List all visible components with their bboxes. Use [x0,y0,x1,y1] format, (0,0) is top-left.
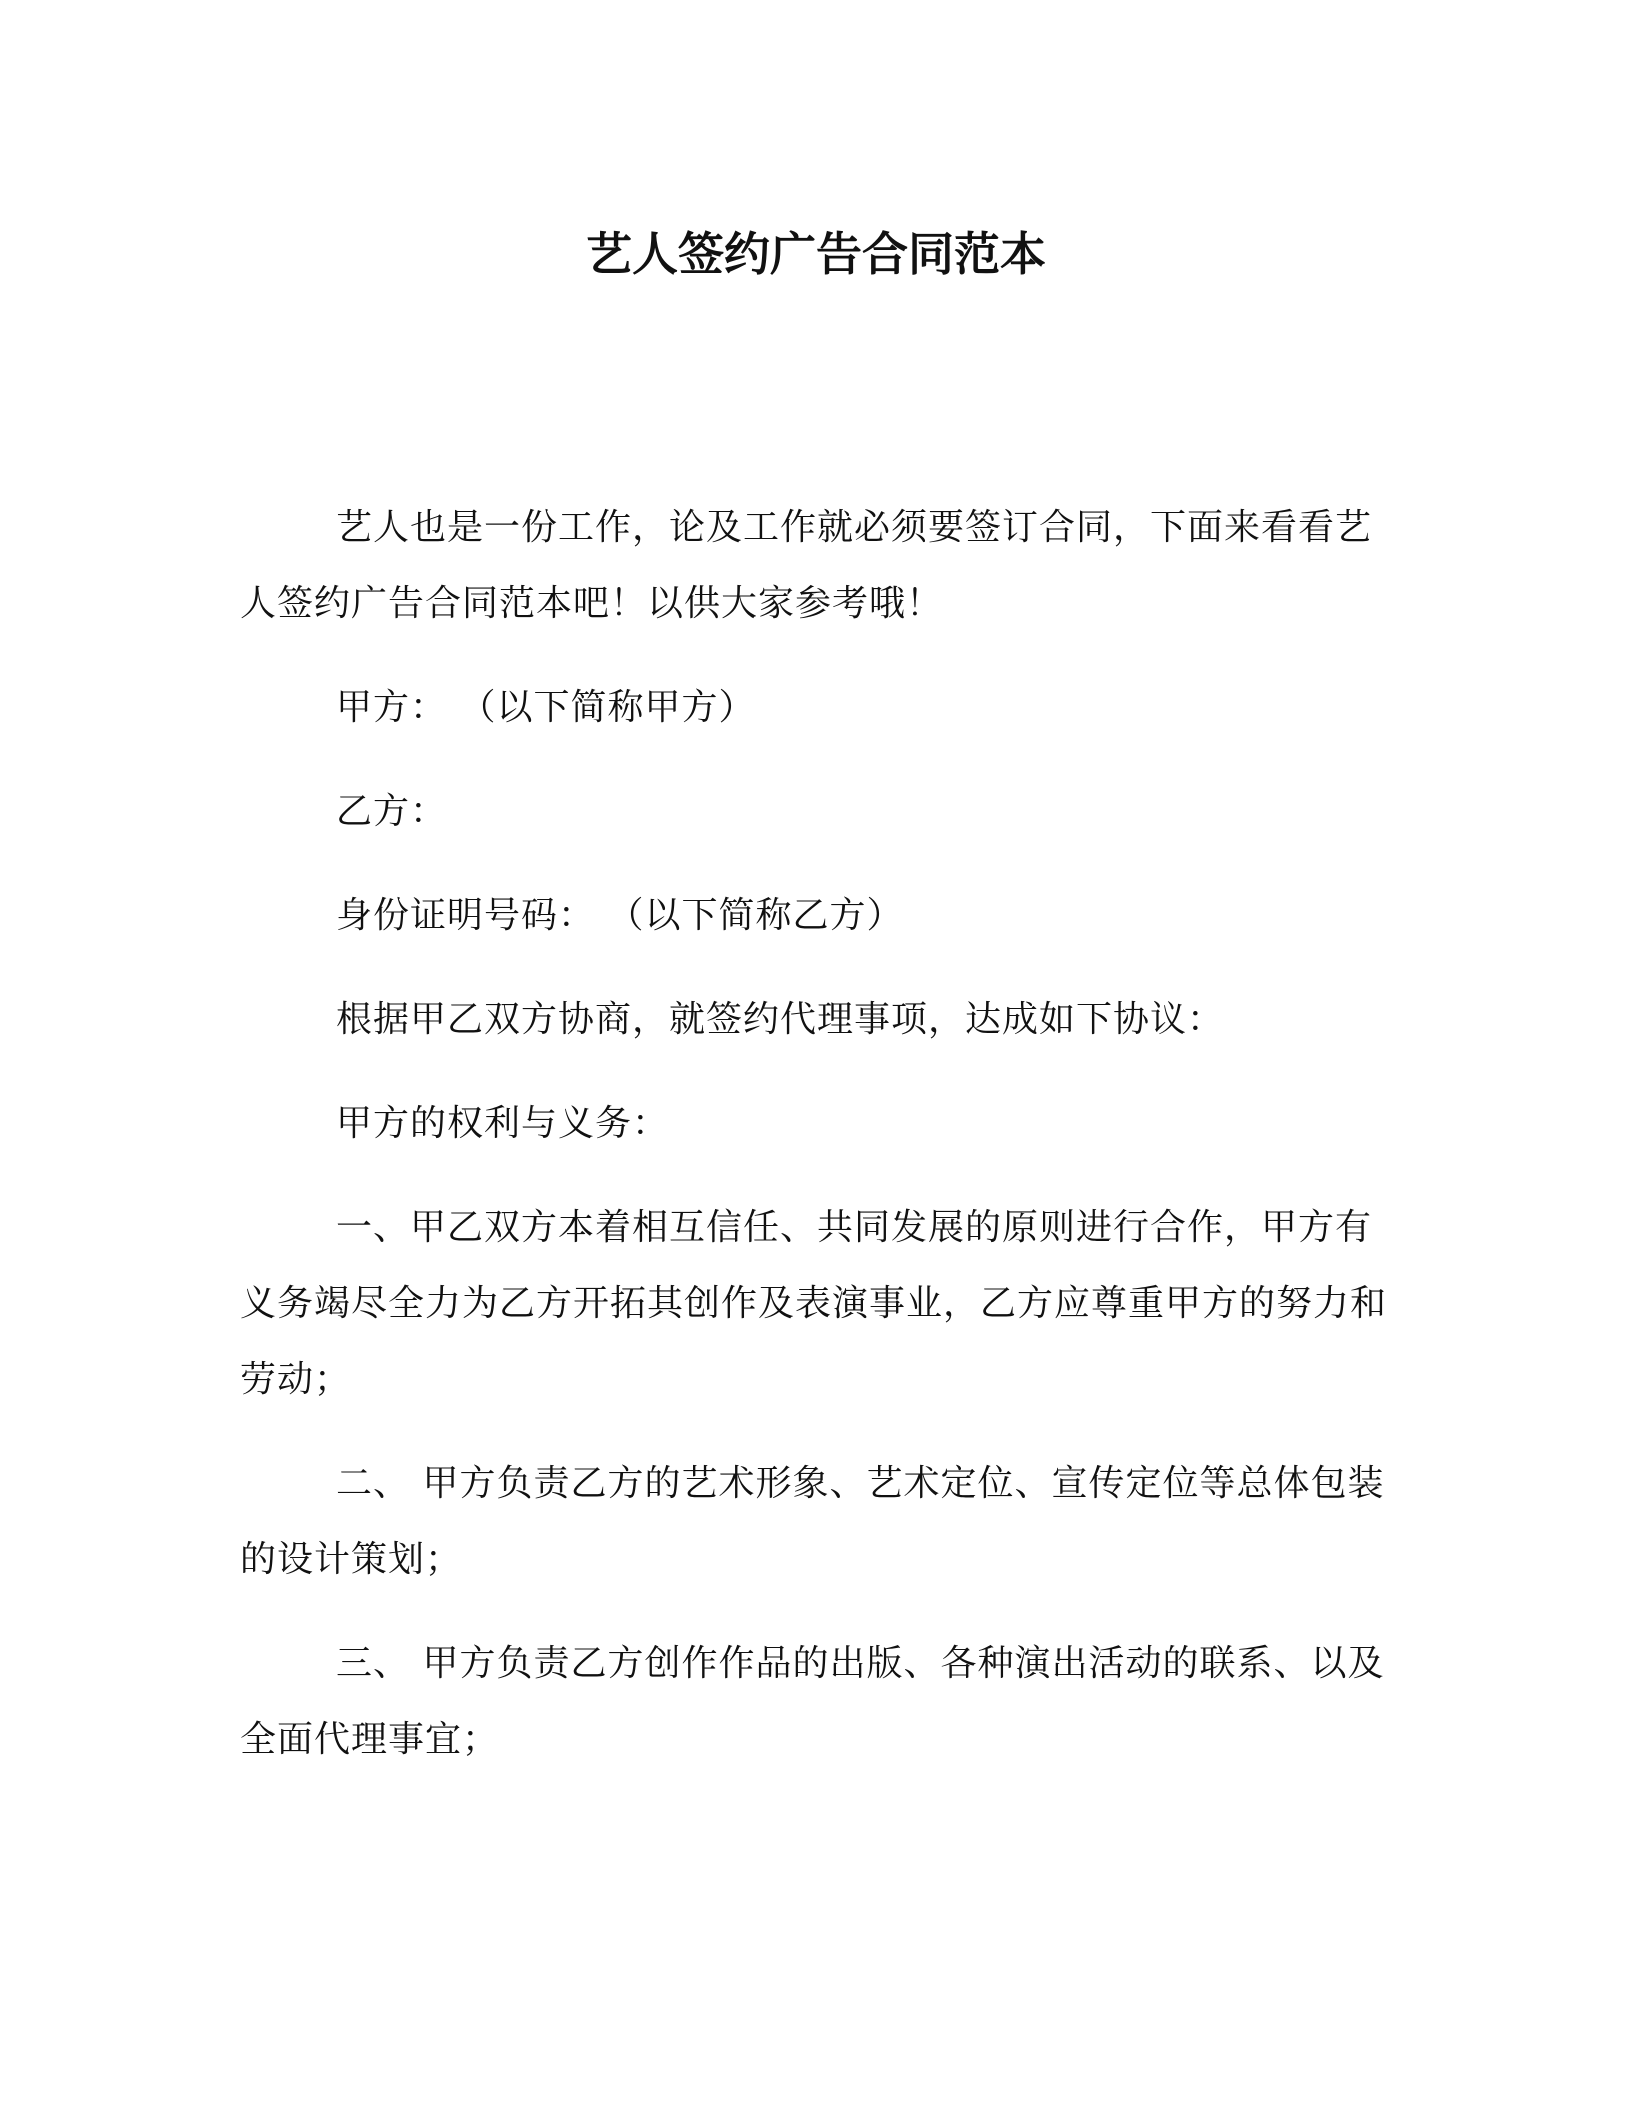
party-a-rights-heading: 甲方的权利与义务： [336,1103,670,1144]
document-body [240,490,1394,1806]
intro-paragraph: 艺人也是一份工作，论及工作就必须要签订合同，下面来看看艺人签约广告合同范本吧！以供大家参考哦！ [240,507,1373,624]
agreement-intro-paragraph: 根据甲乙双方协商，就签约代理事项，达成如下协议： [336,999,1225,1040]
id-number-line: 身份证明号码： （以下简称乙方） [336,895,904,936]
clause-1: 一、甲乙双方本着相互信任、共同发展的原则进行合作，甲方有义务竭尽全力为乙方开拓其创作及表演事业，乙方应尊重甲方的努力和劳动； [240,1207,1388,1400]
clause-3: 三、 甲方负责乙方创作作品的出版、各种演出活动的联系、以及全面代理事宜； [240,1643,1385,1760]
clause-2: 二、 甲方负责乙方的艺术形象、艺术定位、宣传定位等总体包装的设计策划； [240,1463,1385,1580]
party-b-line: 乙方： [336,791,448,832]
party-a-line: 甲方： （以下简称甲方） [336,687,756,728]
document-title: 艺人签约广告合同范本 [586,227,1046,281]
